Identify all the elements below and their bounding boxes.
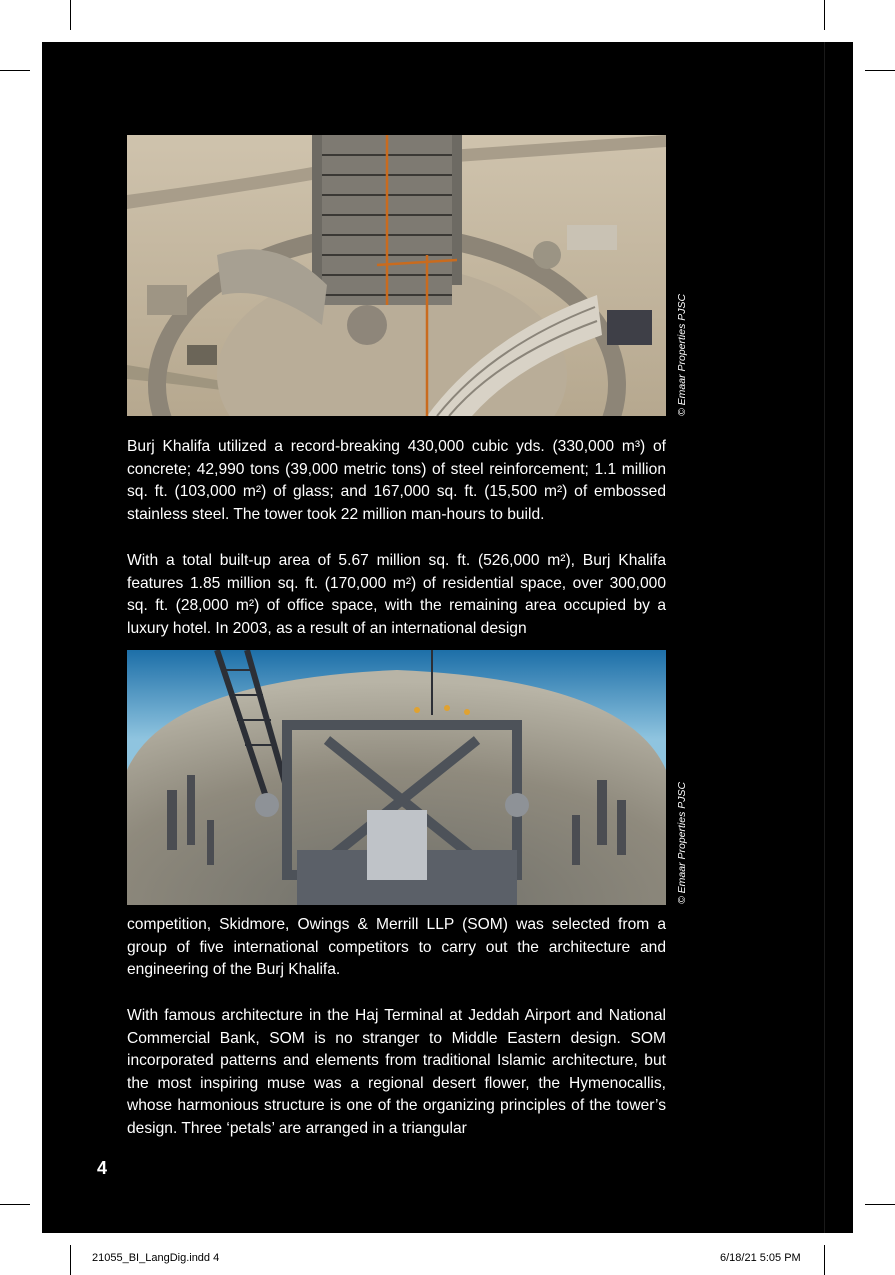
paragraph: With famous architecture in the Haj Terminal at Jeddah Airport and National Commercial Bank, SOM is no stranger to Middle Eastern design. SOM incorporated patterns and elements from traditional Islamic architecture, but the most inspiring muse was a regional desert flower, the Hymenocallis, whose harmonious structure is one of the organizing principles of the tower’s design. Three ‘petals’ are arranged in a triangular [127, 1007, 666, 1137]
crop-mark [824, 0, 825, 30]
paragraph: competition, Skidmore, Owings & Merrill LLP (SOM) was selected from a group of five international competitors to carry out the architecture and engineering of the Burj Khalifa. [127, 916, 666, 979]
crop-mark [0, 70, 30, 71]
construction-site-illustration [127, 135, 666, 416]
construction-site-photo [127, 135, 666, 416]
aerial-crane-illustration [127, 650, 666, 905]
crop-mark [824, 1245, 825, 1275]
photo-credit: © Emaar Properties PJSC [676, 781, 688, 904]
crop-mark [865, 70, 895, 71]
crop-mark [865, 1204, 895, 1205]
page-number: 4 [97, 1158, 108, 1178]
paragraph: Burj Khalifa utilized a record-breaking 430,000 cubic yds. (330,000 m³) of concrete; 42,990 tons (39,000 metric tons) of steel reinforcement; 1.1 million sq. ft. (103,000 m²) of glass; and 167,000 sq. ft. (15,500 m²) of embossed stainless steel. The tower took 22 million man-hours to build. [127, 438, 666, 523]
crop-mark [70, 1245, 71, 1275]
slug-date: 6/18/21 5:05 PM [720, 1252, 801, 1264]
photo-credit: © Emaar Properties PJSC [676, 293, 688, 416]
trim-line [824, 42, 825, 1233]
crop-mark [0, 1204, 30, 1205]
aerial-crane-photo [127, 650, 666, 905]
paragraph: With a total built-up area of 5.67 million sq. ft. (526,000 m²), Burj Khalifa features 1.85 million sq. ft. (170,000 m²) of residential space, over 300,000 sq. ft. (28,000 m²) of office space, with the remaining area occupied by a luxury hotel. In 2003, as a result of an international design [127, 552, 666, 637]
crop-mark [70, 0, 71, 30]
slug-filename: 21055_BI_LangDig.indd 4 [92, 1252, 220, 1264]
